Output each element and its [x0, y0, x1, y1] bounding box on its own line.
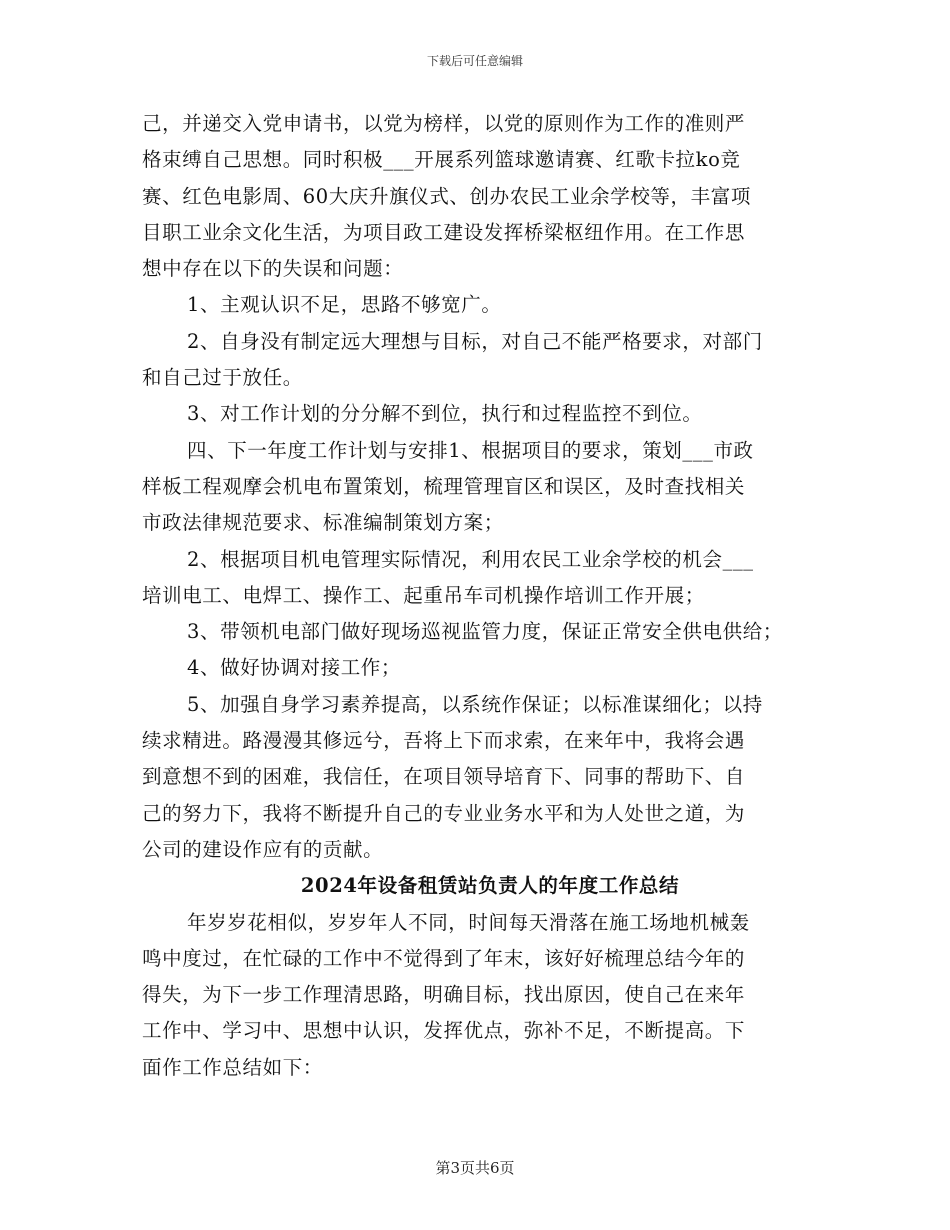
body-line: 己，并递交入党申请书，以党为榜样，以党的原则作为工作的准则严: [142, 112, 746, 135]
section-four-heading-line: 四、下一年度工作计划与安排1、根据项目的要求，策划___市政: [187, 438, 754, 462]
body-line: 续求精进。路漫漫其修远兮，吾将上下而求索，在来年中，我将会遇: [142, 729, 746, 753]
list-item-2: 2、自身没有制定远大理想与目标，对自己不能严格要求，对部门: [187, 329, 763, 353]
body-line: 到意想不到的困难，我信任，在项目领导培育下、同事的帮助下、自: [142, 765, 746, 789]
body-line: 样板工程观摩会机电布置策划，梳理管理盲区和误区，及时查找相关: [142, 474, 746, 498]
body-line: 培训电工、电焊工、操作工、起重吊车司机操作培训工作开展；: [142, 583, 705, 607]
list-item-1: 1、主观认识不足，思路不够宽广。: [187, 293, 502, 317]
body-line: 和自己过于放任。: [142, 366, 303, 390]
body-line: 市政法律规范要求、标准编制策划方案；: [142, 511, 504, 535]
plan-item-3: 3、带领机电部门做好现场巡视监管力度，保证正常安全供电供给；: [187, 620, 783, 644]
body-line: 赛、红色电影周、60大庆升旗仪式、创办农民工业余学校等，丰富项: [142, 184, 751, 208]
body-line: 目职工业余文化生活，为项目政工建设发挥桥梁枢纽作用。在工作思: [142, 220, 746, 244]
plan-item-4: 4、做好协调对接工作；: [187, 656, 402, 680]
document-body: [142, 106, 818, 1086]
plan-item-5: 5、加强自身学习素养提高，以系统作保证；以标准谋细化；以持: [187, 692, 763, 716]
section-paragraph-line: 年岁岁花相似，岁岁年人不同，时间每天滑落在施工场地机械轰: [187, 910, 750, 934]
section-title: 2024年设备租赁站负责人的年度工作总结: [300, 874, 680, 898]
page-number: 第3页共6页: [435, 1159, 515, 1177]
section-paragraph-line: 鸣中度过，在忙碌的工作中不觉得到了年末，该好好梳理总结今年的: [142, 946, 746, 970]
section-paragraph-line: 得失，为下一步工作理清思路，明确目标，找出原因，使自己在来年: [142, 983, 746, 1007]
body-line: 公司的建设作应有的贡献。: [142, 837, 384, 861]
body-line: 格束缚自己思想。同时积极___开展系列篮球邀请赛、红歌卡拉ko竞: [142, 148, 741, 172]
body-line: 想中存在以下的失误和问题：: [142, 257, 404, 281]
section-paragraph-line: 面作工作总结如下：: [142, 1055, 323, 1079]
list-item-3: 3、对工作计划的分分解不到位，执行和过程监控不到位。: [187, 402, 703, 426]
body-line: 己的努力下，我将不断提升自己的专业业务水平和为人处世之道，为: [142, 801, 746, 825]
section-paragraph-line: 工作中、学习中、思想中认识，发挥优点，弥补不足，不断提高。下: [142, 1019, 746, 1043]
page-header-note: 下载后可任意编辑: [426, 54, 523, 68]
plan-item-2: 2、根据项目机电管理实际情况，利用农民工业余学校的机会___: [187, 547, 754, 571]
